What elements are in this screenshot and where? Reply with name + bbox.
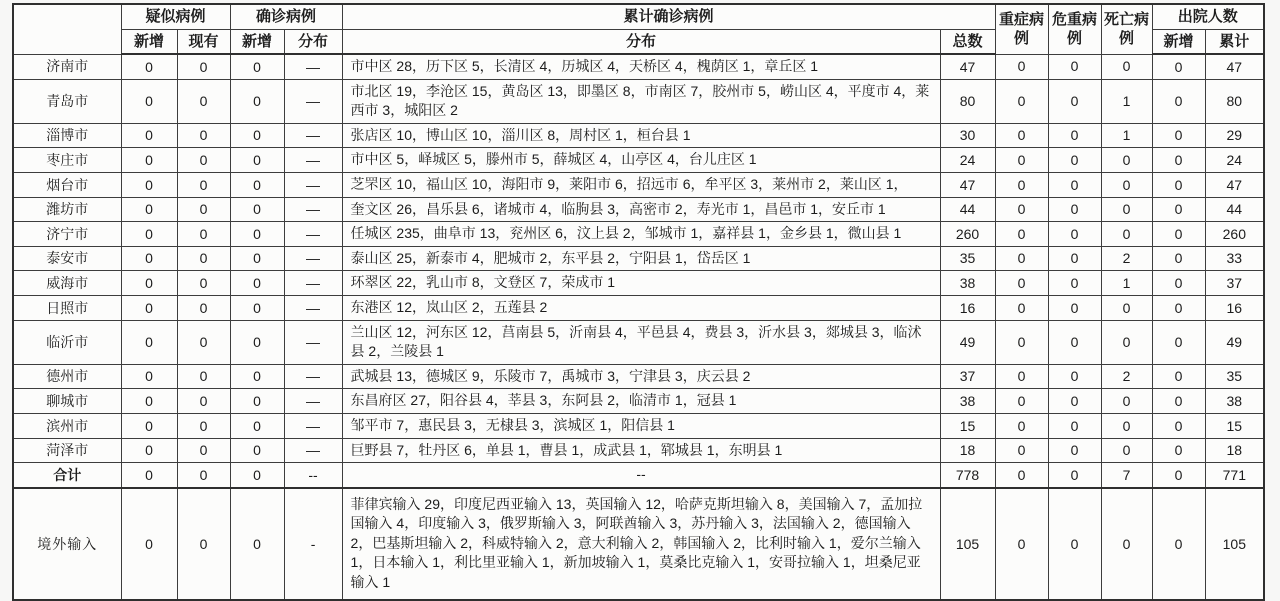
severe-cases-cell: 0: [995, 488, 1048, 600]
suspected-new-cell: 0: [121, 123, 177, 148]
confirmed-dist-header: 分布: [284, 29, 342, 54]
cumulative-dist-cell: 任城区 235，曲阜市 13，兖州区 6，汶上县 2，邹城市 1，嘉祥县 1，金乡县 1，微山县 1: [342, 222, 940, 247]
cumulative-total-cell: 778: [940, 463, 995, 488]
critical-cases-cell: 0: [1048, 389, 1101, 414]
death-cases-cell: 0: [1101, 488, 1152, 600]
discharged-new-cell: 0: [1152, 438, 1205, 463]
critical-cases-cell: 0: [1048, 364, 1101, 389]
table-row: [13, 320, 1264, 364]
table-row: [13, 222, 1264, 247]
death-cases-cell: 0: [1101, 413, 1152, 438]
death-cases-cell: 0: [1101, 172, 1152, 197]
suspected-existing-cell: 0: [177, 123, 230, 148]
suspected-new-cell: 0: [121, 295, 177, 320]
cumulative-dist-cell: 环翠区 22，乳山市 8，文登区 7，荣成市 1: [342, 271, 940, 296]
suspected-new-cell: 0: [121, 197, 177, 222]
cumulative-dist-cell: 市中区 5，峄城区 5，滕州市 5，薛城区 4，山亭区 4，台儿庄区 1: [342, 148, 940, 173]
city-name-cell: 青岛市: [13, 79, 121, 123]
confirmed-dist-cell: —: [284, 246, 342, 271]
severe-cases-cell: 0: [995, 271, 1048, 296]
confirmed-dist-cell: —: [284, 123, 342, 148]
death-cases-cell: 0: [1101, 148, 1152, 173]
suspected-existing-cell: 0: [177, 438, 230, 463]
severe-cases-cell: 0: [995, 172, 1048, 197]
city-name-cell: 济宁市: [13, 222, 121, 247]
suspected-existing-cell: 0: [177, 54, 230, 79]
cumulative-confirmed-group-header: 累计确诊病例: [342, 4, 995, 29]
confirmed-new-cell: 0: [230, 222, 284, 247]
cumulative-dist-cell: 菲律宾输入 29，印度尼西亚输入 13，英国输入 12，哈萨克斯坦输入 8，美国输入 7，孟加拉国输入 4，印度输入 3，俄罗斯输入 3，阿联酋输入 3，苏丹输入 3，法国输入 2，德国输入 2，巴基斯坦输入 2，科威特输入 2，意大利输入 2，韩国输入 2，比利时输入 1，爱尔兰输入 1，日本输入 1，利比里亚输入 1，新加坡输入 1，莫桑比克输入 1，安哥拉输入 1，坦桑尼亚输入 1: [342, 488, 940, 600]
death-cases-cell: 1: [1101, 123, 1152, 148]
critical-cases-cell: 0: [1048, 413, 1101, 438]
suspected-existing-cell: 0: [177, 295, 230, 320]
discharged-new-cell: 0: [1152, 463, 1205, 488]
discharged-new-cell: 0: [1152, 488, 1205, 600]
cumulative-total-cell: 44: [940, 197, 995, 222]
discharged-new-cell: 0: [1152, 79, 1205, 123]
confirmed-dist-cell: —: [284, 79, 342, 123]
cumulative-total-cell: 37: [940, 364, 995, 389]
suspected-existing-cell: 0: [177, 246, 230, 271]
death-cases-cell: 0: [1101, 222, 1152, 247]
table-row: [13, 295, 1264, 320]
suspected-existing-cell: 0: [177, 413, 230, 438]
discharged-new-cell: 0: [1152, 389, 1205, 414]
suspected-existing-cell: 0: [177, 463, 230, 488]
cumulative-total-cell: 80: [940, 79, 995, 123]
death-cases-cell: 2: [1101, 364, 1152, 389]
cumulative-dist-cell: 市中区 28，历下区 5，长清区 4，历城区 4，天桥区 4，槐荫区 1，章丘区 1: [342, 54, 940, 79]
discharged-cum-cell: 38: [1205, 389, 1264, 414]
confirmed-new-cell: 0: [230, 79, 284, 123]
table-row: [13, 123, 1264, 148]
death-cases-cell: 1: [1101, 79, 1152, 123]
covid-report-table: [12, 3, 1265, 601]
suspected-existing-cell: 0: [177, 389, 230, 414]
cumulative-dist-cell: 巨野县 7，牡丹区 6，单县 1，曹县 1，成武县 1，郓城县 1，东明县 1: [342, 438, 940, 463]
death-cases-cell: 0: [1101, 295, 1152, 320]
discharged-new-cell: 0: [1152, 222, 1205, 247]
confirmed-new-cell: 0: [230, 389, 284, 414]
severe-cases-cell: 0: [995, 463, 1048, 488]
suspected-new-cell: 0: [121, 389, 177, 414]
city-name-cell: 潍坊市: [13, 197, 121, 222]
discharged-new-cell: 0: [1152, 413, 1205, 438]
critical-cases-cell: 0: [1048, 438, 1101, 463]
cumulative-dist-header: 分布: [342, 29, 940, 54]
table-row: [13, 54, 1264, 79]
confirmed-new-cell: 0: [230, 148, 284, 173]
discharged-new-cell: 0: [1152, 172, 1205, 197]
discharged-cum-cell: 18: [1205, 438, 1264, 463]
severe-cases-header: 重症病例: [995, 4, 1048, 54]
discharged-new-cell: 0: [1152, 271, 1205, 296]
confirmed-new-cell: 0: [230, 295, 284, 320]
suspected-existing-cell: 0: [177, 172, 230, 197]
confirmed-new-cell: 0: [230, 54, 284, 79]
confirmed-dist-cell: —: [284, 54, 342, 79]
confirmed-new-cell: 0: [230, 197, 284, 222]
critical-cases-header: 危重病例: [1048, 4, 1101, 54]
discharged-new-cell: 0: [1152, 364, 1205, 389]
table-row: [13, 413, 1264, 438]
discharged-group-header: 出院人数: [1152, 4, 1264, 29]
confirmed-dist-cell: —: [284, 148, 342, 173]
table-row: [13, 488, 1264, 600]
city-name-cell: 菏泽市: [13, 438, 121, 463]
cumulative-total-cell: 38: [940, 271, 995, 296]
discharged-cum-cell: 771: [1205, 463, 1264, 488]
severe-cases-cell: 0: [995, 413, 1048, 438]
confirmed-new-cell: 0: [230, 463, 284, 488]
suspected-new-cell: 0: [121, 488, 177, 600]
discharged-cum-cell: 260: [1205, 222, 1264, 247]
city-name-cell: 泰安市: [13, 246, 121, 271]
critical-cases-cell: 0: [1048, 246, 1101, 271]
discharged-cum-cell: 49: [1205, 320, 1264, 364]
cumulative-dist-cell: 兰山区 12，河东区 12，莒南县 5，沂南县 4，平邑县 4，费县 3，沂水县 3，郯城县 3，临沭县 2，兰陵县 1: [342, 320, 940, 364]
death-cases-cell: 2: [1101, 246, 1152, 271]
critical-cases-cell: 0: [1048, 271, 1101, 296]
discharged-new-header: 新增: [1152, 29, 1205, 54]
table-header: [13, 4, 1264, 54]
confirmed-dist-cell: —: [284, 413, 342, 438]
discharged-new-cell: 0: [1152, 320, 1205, 364]
critical-cases-cell: 0: [1048, 79, 1101, 123]
cumulative-total-cell: 260: [940, 222, 995, 247]
table-row: [13, 438, 1264, 463]
confirmed-new-cell: 0: [230, 488, 284, 600]
discharged-cum-cell: 37: [1205, 271, 1264, 296]
discharged-new-cell: 0: [1152, 148, 1205, 173]
header-row-groups: [13, 4, 1264, 29]
covid-report-table-wrap: [12, 3, 1264, 601]
suspected-new-cell: 0: [121, 222, 177, 247]
cumulative-total-cell: 47: [940, 172, 995, 197]
severe-cases-cell: 0: [995, 295, 1048, 320]
suspected-new-cell: 0: [121, 413, 177, 438]
city-name-cell: 日照市: [13, 295, 121, 320]
city-name-cell: 滨州市: [13, 413, 121, 438]
critical-cases-cell: 0: [1048, 295, 1101, 320]
confirmed-dist-cell: —: [284, 197, 342, 222]
severe-cases-cell: 0: [995, 364, 1048, 389]
cumulative-total-cell: 35: [940, 246, 995, 271]
confirmed-new-cell: 0: [230, 364, 284, 389]
confirmed-dist-cell: -: [284, 488, 342, 600]
cumulative-total-cell: 38: [940, 389, 995, 414]
cumulative-dist-cell: 芝罘区 10，福山区 10，海阳市 9，莱阳市 6，招远市 6，牟平区 3，莱州市 2，莱山区 1，: [342, 172, 940, 197]
severe-cases-cell: 0: [995, 54, 1048, 79]
death-cases-header: 死亡病例: [1101, 4, 1152, 54]
city-name-cell: 烟台市: [13, 172, 121, 197]
cumulative-total-cell: 105: [940, 488, 995, 600]
cumulative-dist-cell: --: [342, 463, 940, 488]
suspected-existing-cell: 0: [177, 364, 230, 389]
discharged-cum-cell: 16: [1205, 295, 1264, 320]
critical-cases-cell: 0: [1048, 172, 1101, 197]
discharged-new-cell: 0: [1152, 246, 1205, 271]
cumulative-total-cell: 49: [940, 320, 995, 364]
cumulative-total-header: 总数: [940, 29, 995, 54]
critical-cases-cell: 0: [1048, 320, 1101, 364]
discharged-cum-cell: 29: [1205, 123, 1264, 148]
severe-cases-cell: 0: [995, 438, 1048, 463]
suspected-new-cell: 0: [121, 320, 177, 364]
cumulative-total-cell: 30: [940, 123, 995, 148]
cumulative-total-cell: 18: [940, 438, 995, 463]
suspected-new-cell: 0: [121, 438, 177, 463]
severe-cases-cell: 0: [995, 79, 1048, 123]
discharged-cum-cell: 24: [1205, 148, 1264, 173]
confirmed-new-cell: 0: [230, 438, 284, 463]
confirmed-dist-cell: —: [284, 222, 342, 247]
city-name-cell: 临沂市: [13, 320, 121, 364]
cumulative-total-cell: 24: [940, 148, 995, 173]
suspected-new-header: 新增: [121, 29, 177, 54]
suspected-new-cell: 0: [121, 271, 177, 296]
confirmed-dist-cell: —: [284, 295, 342, 320]
confirmed-new-cell: 0: [230, 413, 284, 438]
suspected-existing-cell: 0: [177, 79, 230, 123]
confirmed-new-cell: 0: [230, 246, 284, 271]
severe-cases-cell: 0: [995, 246, 1048, 271]
discharged-cum-cell: 105: [1205, 488, 1264, 600]
city-name-cell: 威海市: [13, 271, 121, 296]
cumulative-dist-cell: 市北区 19，李沧区 15，黄岛区 13，即墨区 8，市南区 7，胶州市 5，崂山区 4，平度市 4，莱西市 3，城阳区 2: [342, 79, 940, 123]
table-row: [13, 79, 1264, 123]
discharged-cum-cell: 15: [1205, 413, 1264, 438]
confirmed-dist-cell: —: [284, 364, 342, 389]
cumulative-total-cell: 15: [940, 413, 995, 438]
confirmed-dist-cell: --: [284, 463, 342, 488]
severe-cases-cell: 0: [995, 320, 1048, 364]
severe-cases-cell: 0: [995, 148, 1048, 173]
city-name-cell: 境外输入: [13, 488, 121, 600]
table-row: [13, 389, 1264, 414]
suspected-new-cell: 0: [121, 364, 177, 389]
suspected-new-cell: 0: [121, 148, 177, 173]
suspected-existing-header: 现有: [177, 29, 230, 54]
discharged-cum-cell: 35: [1205, 364, 1264, 389]
confirmed-dist-cell: —: [284, 172, 342, 197]
cumulative-dist-cell: 武城县 13，德城区 9，乐陵市 7，禹城市 3，宁津县 3，庆云县 2: [342, 364, 940, 389]
confirmed-dist-cell: —: [284, 438, 342, 463]
death-cases-cell: 7: [1101, 463, 1152, 488]
discharged-cum-cell: 80: [1205, 79, 1264, 123]
confirmed-new-header: 新增: [230, 29, 284, 54]
suspected-existing-cell: 0: [177, 222, 230, 247]
city-name-cell: 淄博市: [13, 123, 121, 148]
death-cases-cell: 0: [1101, 389, 1152, 414]
suspected-existing-cell: 0: [177, 320, 230, 364]
critical-cases-cell: 0: [1048, 463, 1101, 488]
confirmed-dist-cell: —: [284, 271, 342, 296]
suspected-new-cell: 0: [121, 54, 177, 79]
confirmed-new-cell: 0: [230, 320, 284, 364]
confirmed-dist-cell: —: [284, 389, 342, 414]
discharged-new-cell: 0: [1152, 123, 1205, 148]
critical-cases-cell: 0: [1048, 222, 1101, 247]
table-row: [13, 197, 1264, 222]
suspected-cases-group-header: 疑似病例: [121, 4, 230, 29]
death-cases-cell: 0: [1101, 438, 1152, 463]
cumulative-dist-cell: 邹平市 7，惠民县 3，无棣县 3，滨城区 1，阳信县 1: [342, 413, 940, 438]
severe-cases-cell: 0: [995, 222, 1048, 247]
table-row: [13, 148, 1264, 173]
confirmed-new-cell: 0: [230, 271, 284, 296]
critical-cases-cell: 0: [1048, 197, 1101, 222]
discharged-new-cell: 0: [1152, 54, 1205, 79]
suspected-new-cell: 0: [121, 463, 177, 488]
cumulative-dist-cell: 张店区 10，博山区 10，淄川区 8，周村区 1，桓台县 1: [342, 123, 940, 148]
severe-cases-cell: 0: [995, 123, 1048, 148]
discharged-cum-cell: 47: [1205, 54, 1264, 79]
suspected-existing-cell: 0: [177, 197, 230, 222]
city-name-cell: 德州市: [13, 364, 121, 389]
severe-cases-cell: 0: [995, 389, 1048, 414]
city-name-cell: 枣庄市: [13, 148, 121, 173]
discharged-new-cell: 0: [1152, 295, 1205, 320]
suspected-existing-cell: 0: [177, 148, 230, 173]
critical-cases-cell: 0: [1048, 54, 1101, 79]
cumulative-dist-cell: 东昌府区 27，阳谷县 4，莘县 3，东阿县 2，临清市 1，冠县 1: [342, 389, 940, 414]
death-cases-cell: 0: [1101, 320, 1152, 364]
suspected-existing-cell: 0: [177, 271, 230, 296]
discharged-new-cell: 0: [1152, 197, 1205, 222]
city-name-cell: 合计: [13, 463, 121, 488]
cumulative-total-cell: 16: [940, 295, 995, 320]
confirmed-new-cell: 0: [230, 123, 284, 148]
confirmed-new-cell: 0: [230, 172, 284, 197]
critical-cases-cell: 0: [1048, 488, 1101, 600]
discharged-cum-cell: 33: [1205, 246, 1264, 271]
suspected-existing-cell: 0: [177, 488, 230, 600]
cumulative-dist-cell: 泰山区 25，新泰市 4，肥城市 2，东平县 2，宁阳县 1，岱岳区 1: [342, 246, 940, 271]
table-row: [13, 246, 1264, 271]
table-row: [13, 463, 1264, 488]
confirmed-dist-cell: —: [284, 320, 342, 364]
table-row: [13, 271, 1264, 296]
discharged-cum-cell: 47: [1205, 172, 1264, 197]
table-row: [13, 172, 1264, 197]
discharged-cum-header: 累计: [1205, 29, 1264, 54]
suspected-new-cell: 0: [121, 172, 177, 197]
death-cases-cell: 1: [1101, 271, 1152, 296]
cumulative-total-cell: 47: [940, 54, 995, 79]
city-column-header: [13, 4, 121, 54]
critical-cases-cell: 0: [1048, 123, 1101, 148]
suspected-new-cell: 0: [121, 246, 177, 271]
death-cases-cell: 0: [1101, 54, 1152, 79]
severe-cases-cell: 0: [995, 197, 1048, 222]
table-row: [13, 364, 1264, 389]
cumulative-dist-cell: 奎文区 26，昌乐县 6，诸城市 4，临朐县 3，高密市 2，寿光市 1，昌邑市 1，安丘市 1: [342, 197, 940, 222]
suspected-new-cell: 0: [121, 79, 177, 123]
cumulative-dist-cell: 东港区 12，岚山区 2，五莲县 2: [342, 295, 940, 320]
city-name-cell: 济南市: [13, 54, 121, 79]
city-name-cell: 聊城市: [13, 389, 121, 414]
death-cases-cell: 0: [1101, 197, 1152, 222]
critical-cases-cell: 0: [1048, 148, 1101, 173]
discharged-cum-cell: 44: [1205, 197, 1264, 222]
confirmed-cases-group-header: 确诊病例: [230, 4, 342, 29]
table-body: [13, 54, 1264, 600]
